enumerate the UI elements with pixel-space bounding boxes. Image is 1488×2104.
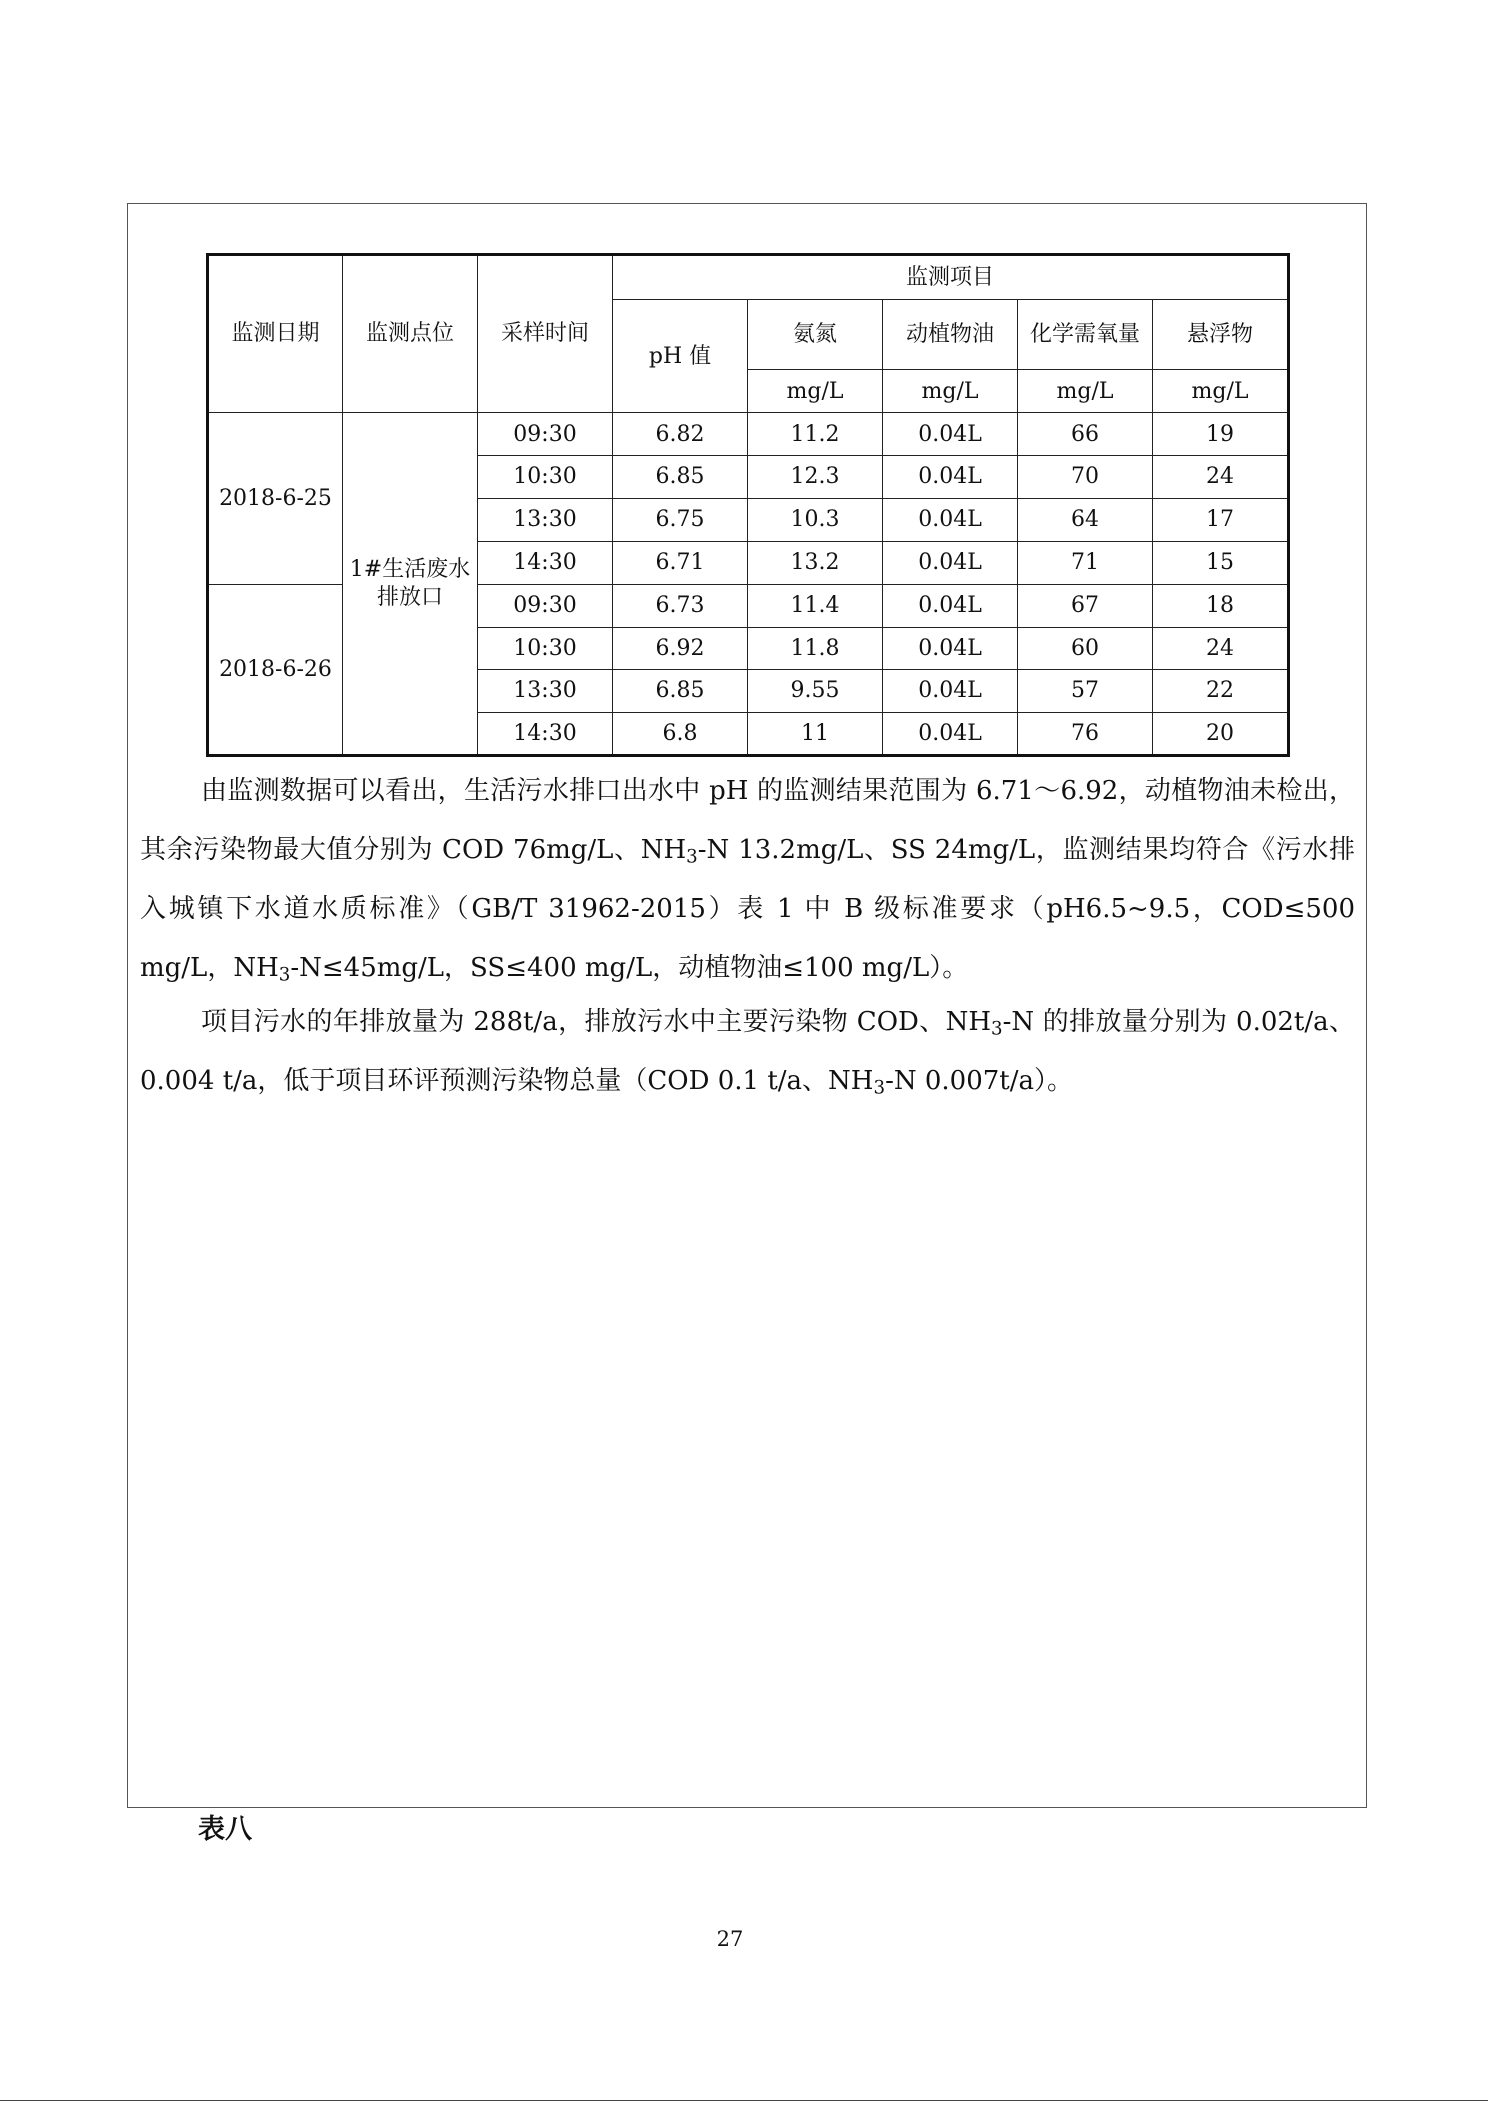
cod-cell: 64 bbox=[1018, 499, 1153, 542]
ammonia-cell: 13.2 bbox=[748, 541, 883, 584]
ph-cell: 6.85 bbox=[613, 670, 748, 713]
cod-cell: 71 bbox=[1018, 541, 1153, 584]
paragraph-discharge-text: 项目污水的年排放量为 288t/a，排放污水中主要污染物 COD、NH bbox=[201, 1007, 992, 1037]
paragraph-discharge-text: -N 的排放量分别为 0.02t/a、0.004 t/a，低于项目环评预测污染物总量（COD 0.1 t/a、NH bbox=[140, 1007, 1355, 1096]
cod-cell: 70 bbox=[1018, 456, 1153, 499]
ammonia-cell: 11.2 bbox=[748, 413, 883, 456]
header-oil: 动植物油 bbox=[883, 300, 1018, 370]
ammonia-cell: 11 bbox=[748, 713, 883, 756]
ss-cell: 24 bbox=[1153, 456, 1289, 499]
ammonia-cell: 10.3 bbox=[748, 499, 883, 542]
time-cell: 13:30 bbox=[478, 670, 613, 713]
ph-cell: 6.85 bbox=[613, 456, 748, 499]
ss-cell: 19 bbox=[1153, 413, 1289, 456]
ph-cell: 6.73 bbox=[613, 584, 748, 627]
paragraph-discharge bbox=[140, 993, 1355, 1111]
cod-cell: 60 bbox=[1018, 627, 1153, 670]
time-cell: 09:30 bbox=[478, 413, 613, 456]
header-date: 监测日期 bbox=[208, 255, 343, 413]
ph-cell: 6.8 bbox=[613, 713, 748, 756]
cod-cell: 66 bbox=[1018, 413, 1153, 456]
time-cell: 09:30 bbox=[478, 584, 613, 627]
ph-cell: 6.71 bbox=[613, 541, 748, 584]
ph-cell: 6.75 bbox=[613, 499, 748, 542]
ss-cell: 20 bbox=[1153, 713, 1289, 756]
time-cell: 14:30 bbox=[478, 713, 613, 756]
header-group: 监测项目 bbox=[613, 255, 1289, 300]
table-row bbox=[208, 413, 1289, 456]
section-label: 表八 bbox=[198, 1814, 252, 1845]
time-cell: 13:30 bbox=[478, 499, 613, 542]
oil-cell: 0.04L bbox=[883, 584, 1018, 627]
oil-cell: 0.04L bbox=[883, 413, 1018, 456]
monitoring-table bbox=[206, 253, 1290, 757]
oil-cell: 0.04L bbox=[883, 499, 1018, 542]
ss-cell: 22 bbox=[1153, 670, 1289, 713]
time-cell: 10:30 bbox=[478, 627, 613, 670]
unit-cod: mg/L bbox=[1018, 370, 1153, 413]
ph-cell: 6.92 bbox=[613, 627, 748, 670]
subscript: 3 bbox=[873, 1077, 886, 1099]
ammonia-cell: 12.3 bbox=[748, 456, 883, 499]
header-ss: 悬浮物 bbox=[1153, 300, 1289, 370]
oil-cell: 0.04L bbox=[883, 456, 1018, 499]
date-cell: 2018-6-25 bbox=[208, 413, 343, 584]
oil-cell: 0.04L bbox=[883, 670, 1018, 713]
header-ammonia: 氨氮 bbox=[748, 300, 883, 370]
ss-cell: 17 bbox=[1153, 499, 1289, 542]
subscript: 3 bbox=[686, 846, 698, 868]
header-point: 监测点位 bbox=[343, 255, 478, 413]
ammonia-cell: 9.55 bbox=[748, 670, 883, 713]
paragraph-results bbox=[140, 762, 1355, 998]
paragraph-discharge-text: -N 0.007t/a）。 bbox=[885, 1066, 1074, 1096]
subscript: 3 bbox=[278, 964, 291, 986]
unit-ammonia: mg/L bbox=[748, 370, 883, 413]
ss-cell: 24 bbox=[1153, 627, 1289, 670]
point-cell: 1#生活废水排放口 bbox=[343, 413, 478, 756]
ammonia-cell: 11.4 bbox=[748, 584, 883, 627]
paragraph-results-text: -N≤45mg/L，SS≤400 mg/L，动植物油≤100 mg/L）。 bbox=[290, 953, 969, 983]
oil-cell: 0.04L bbox=[883, 541, 1018, 584]
paragraph-results-text: 由监测数据可以看出，生活污水排口出水中 pH 的监测结果范围为 6.71～6.92，动植物油未检出，其余污染物最大值分别为 COD 76mg/L、NH bbox=[140, 776, 1355, 865]
oil-cell: 0.04L bbox=[883, 627, 1018, 670]
cod-cell: 76 bbox=[1018, 713, 1153, 756]
page-number: 27 bbox=[716, 1927, 744, 1951]
subscript: 3 bbox=[991, 1018, 1003, 1040]
header-time: 采样时间 bbox=[478, 255, 613, 413]
ammonia-cell: 11.8 bbox=[748, 627, 883, 670]
header-ph: pH 值 bbox=[613, 300, 748, 413]
time-cell: 14:30 bbox=[478, 541, 613, 584]
bottom-rule bbox=[0, 2100, 1488, 2101]
ph-cell: 6.82 bbox=[613, 413, 748, 456]
unit-oil: mg/L bbox=[883, 370, 1018, 413]
ss-cell: 18 bbox=[1153, 584, 1289, 627]
ss-cell: 15 bbox=[1153, 541, 1289, 584]
header-cod: 化学需氧量 bbox=[1018, 300, 1153, 370]
paragraph-results-text: -N 13.2mg/L、SS 24mg/L，监测结果均符合《污水排入城镇下水道水质标准》（GB/T 31962-2015）表 1 中 B 级标准要求（pH6.5~9.5，COD≤500 mg/L，NH bbox=[140, 835, 1355, 983]
oil-cell: 0.04L bbox=[883, 713, 1018, 756]
cod-cell: 57 bbox=[1018, 670, 1153, 713]
time-cell: 10:30 bbox=[478, 456, 613, 499]
cod-cell: 67 bbox=[1018, 584, 1153, 627]
date-cell: 2018-6-26 bbox=[208, 584, 343, 755]
unit-ss: mg/L bbox=[1153, 370, 1289, 413]
